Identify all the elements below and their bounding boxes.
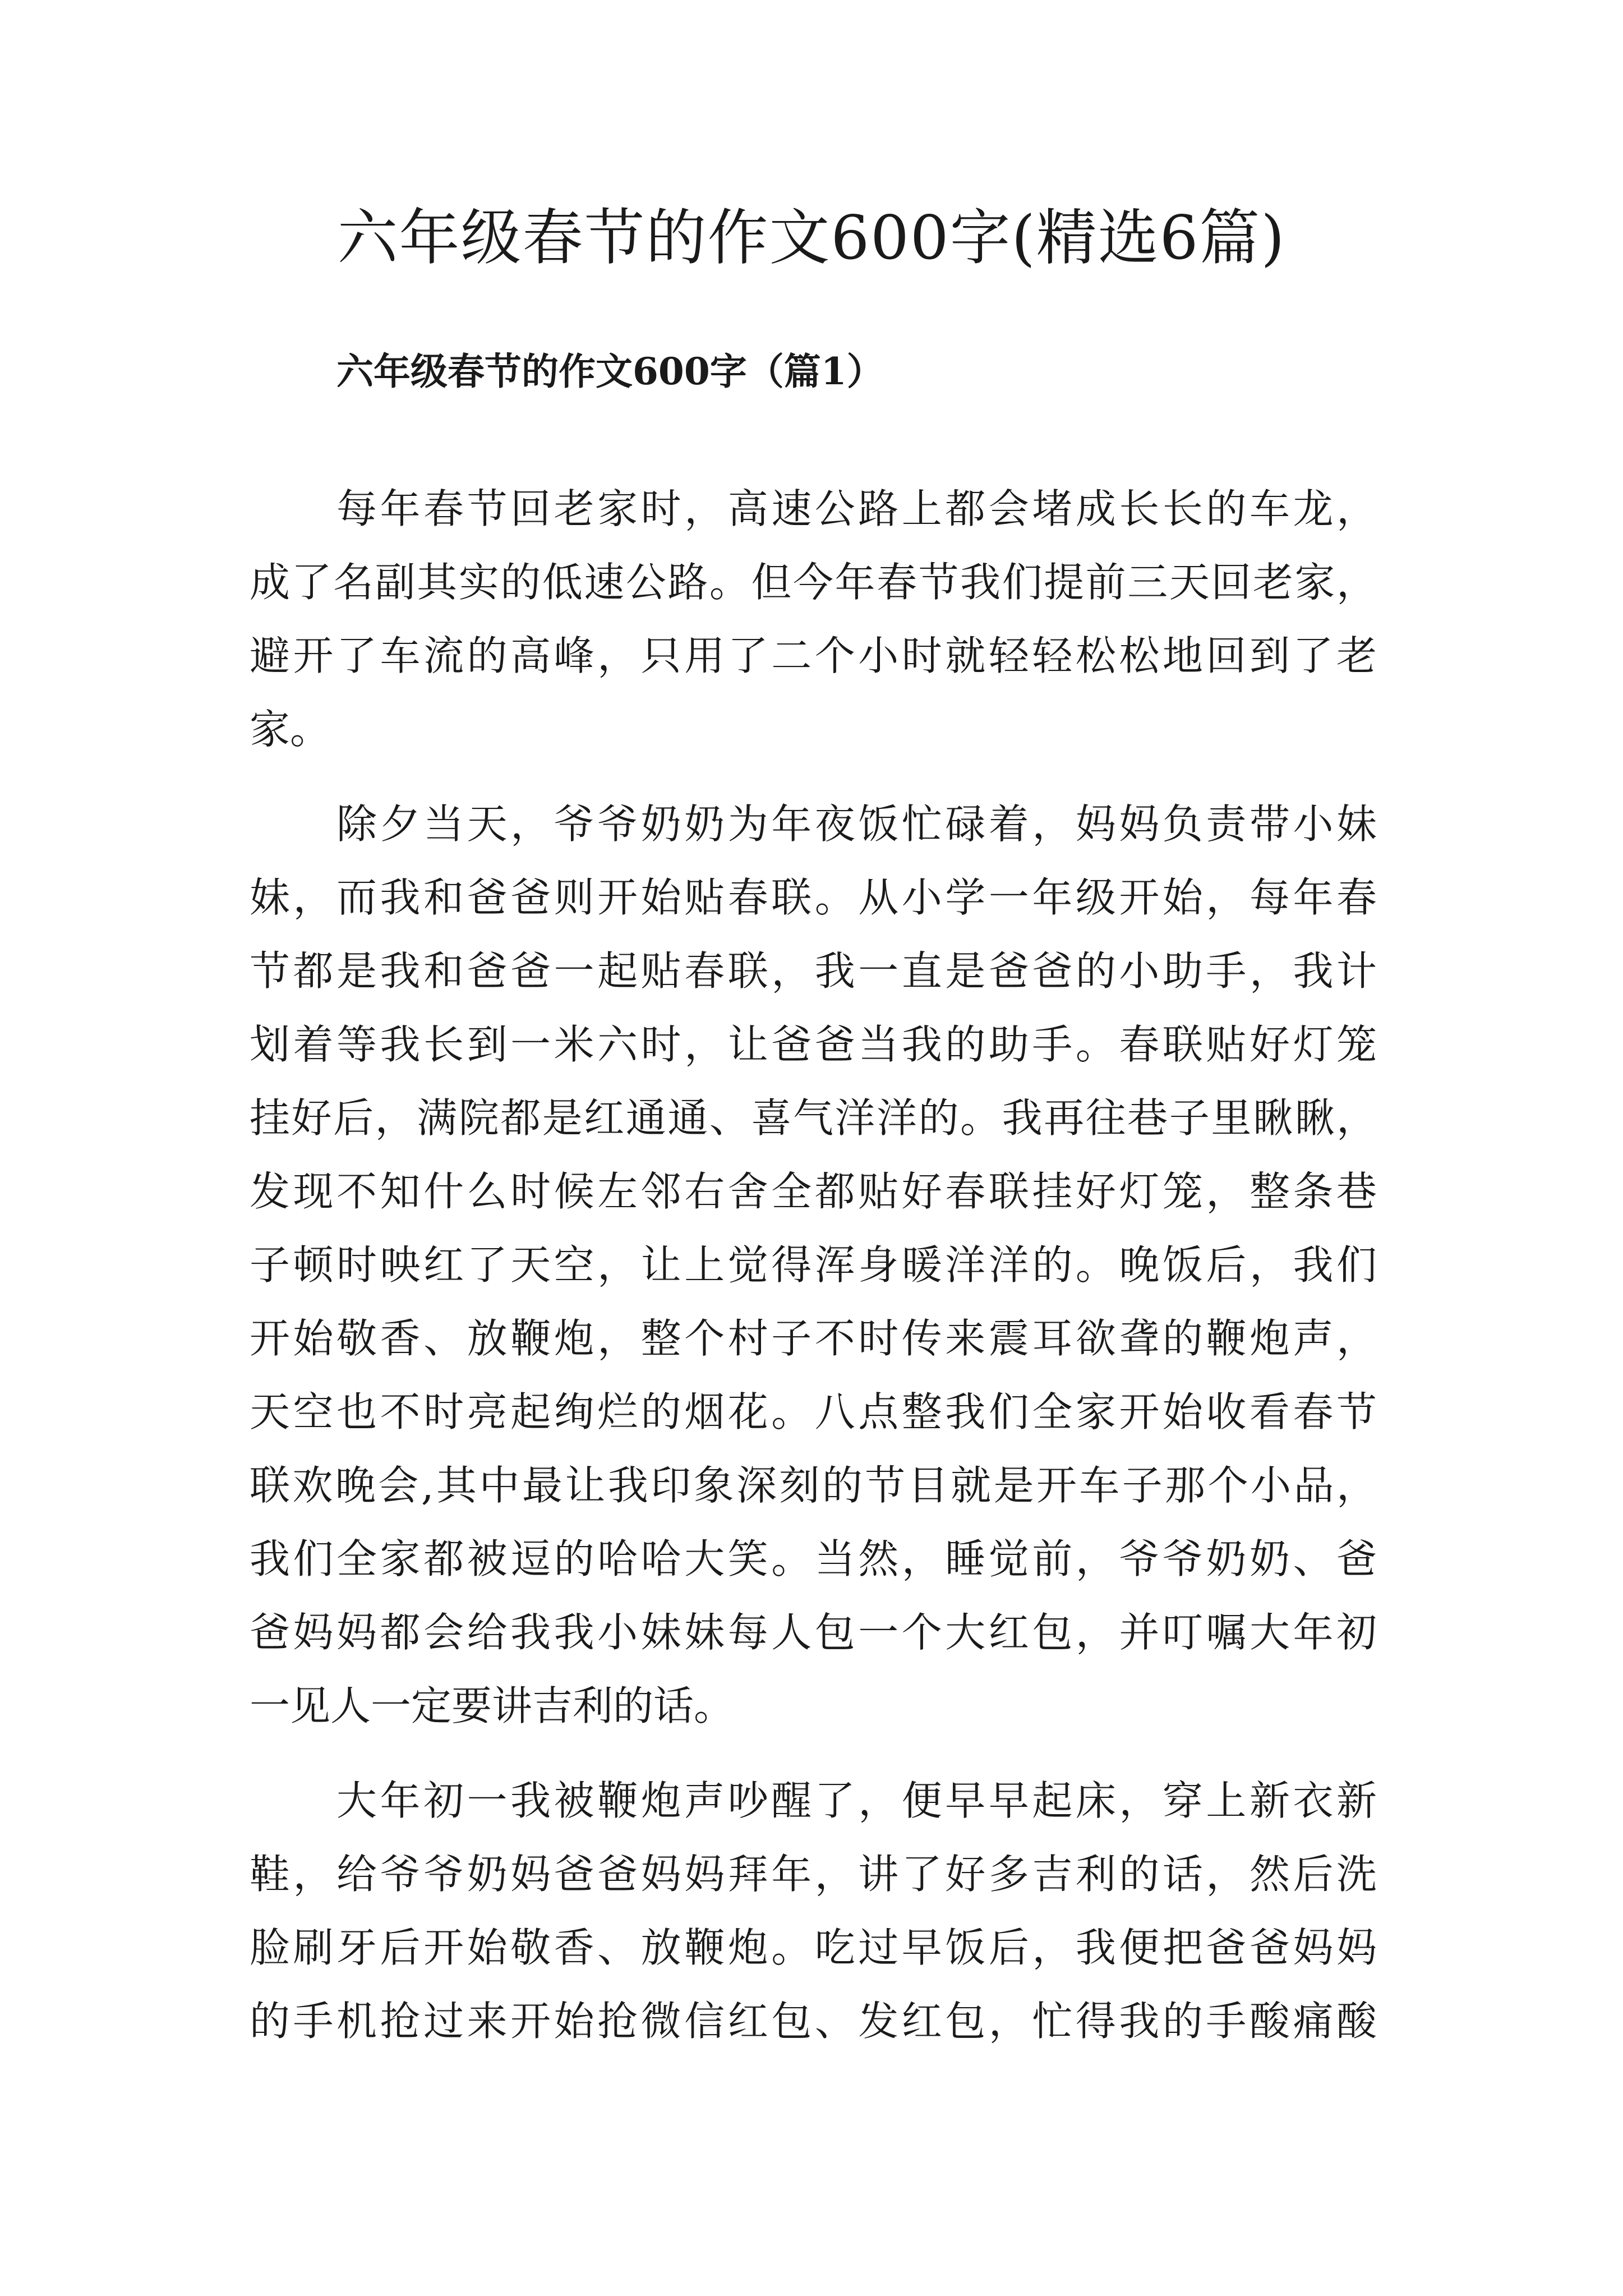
document-title: 六年级春节的作文600字(精选6篇) bbox=[337, 203, 1286, 273]
paragraph-line: 发现不知什么时候左邻右舍全都贴好春联挂好灯笼，整条巷 bbox=[250, 1168, 1377, 1215]
paragraph-gap bbox=[250, 1743, 1377, 1764]
paragraph-line: 挂好后，满院都是红通通、喜气洋洋的。我再往巷子里瞅瞅， bbox=[250, 1094, 1377, 1142]
paragraph-line: 每年春节回老家时，高速公路上都会堵成长长的车龙， bbox=[336, 485, 1377, 532]
paragraph-line: 脸刷牙后开始敬香、放鞭炮。吃过早饭后，我便把爸爸妈妈 bbox=[250, 1924, 1377, 1971]
paragraph-line: 开始敬香、放鞭炮，整个村子不时传来震耳欲聋的鞭炮声， bbox=[250, 1315, 1377, 1362]
paragraph-line: 成了名副其实的低速公路。但今年春节我们提前三天回老家， bbox=[250, 559, 1377, 606]
paragraph-line: 联欢晚会,其中最让我印象深刻的节目就是开车子那个小品， bbox=[250, 1462, 1377, 1509]
paragraph-line: 避开了车流的高峰，只用了二个小时就轻轻松松地回到了老 bbox=[250, 632, 1377, 679]
paragraph-line: 划着等我长到一米六时，让爸爸当我的助手。春联贴好灯笼 bbox=[250, 1021, 1377, 1068]
paragraph-line: 节都是我和爸爸一起贴春联，我一直是爸爸的小助手，我计 bbox=[250, 947, 1377, 995]
paragraph-line: 妹，而我和爸爸则开始贴春联。从小学一年级开始，每年春 bbox=[250, 874, 1377, 921]
paragraph-line: 鞋，给爷爷奶妈爸爸妈妈拜年，讲了好多吉利的话，然后洗 bbox=[250, 1851, 1377, 1898]
document-body bbox=[250, 472, 1377, 2058]
paragraph-line: 一见人一定要讲吉利的话。 bbox=[250, 1682, 735, 1729]
paragraph-line: 我们全家都被逗的哈哈大笑。当然，睡觉前，爷爷奶奶、爸 bbox=[250, 1535, 1377, 1582]
paragraph-line: 子顿时映红了天空，让上觉得浑身暖洋洋的。晚饭后，我们 bbox=[250, 1241, 1377, 1289]
paragraph-line: 天空也不时亮起绚烂的烟花。八点整我们全家开始收看春节 bbox=[250, 1388, 1377, 1435]
paragraph-line: 大年初一我被鞭炮声吵醒了，便早早起床，穿上新衣新 bbox=[336, 1777, 1377, 1824]
paragraph-line: 的手机抢过来开始抢微信红包、发红包，忙得我的手酸痛酸 bbox=[250, 1998, 1377, 2045]
paragraph-gap bbox=[250, 766, 1377, 788]
section-heading: 六年级春节的作文600字（篇1） bbox=[336, 349, 884, 393]
paragraph-line: 家。 bbox=[250, 706, 331, 753]
paragraph-line: 除夕当天，爷爷奶奶为年夜饭忙碌着，妈妈负责带小妹 bbox=[336, 800, 1377, 848]
paragraph-line: 爸妈妈都会给我我小妹妹每人包一个大红包，并叮嘱大年初 bbox=[250, 1609, 1377, 1656]
